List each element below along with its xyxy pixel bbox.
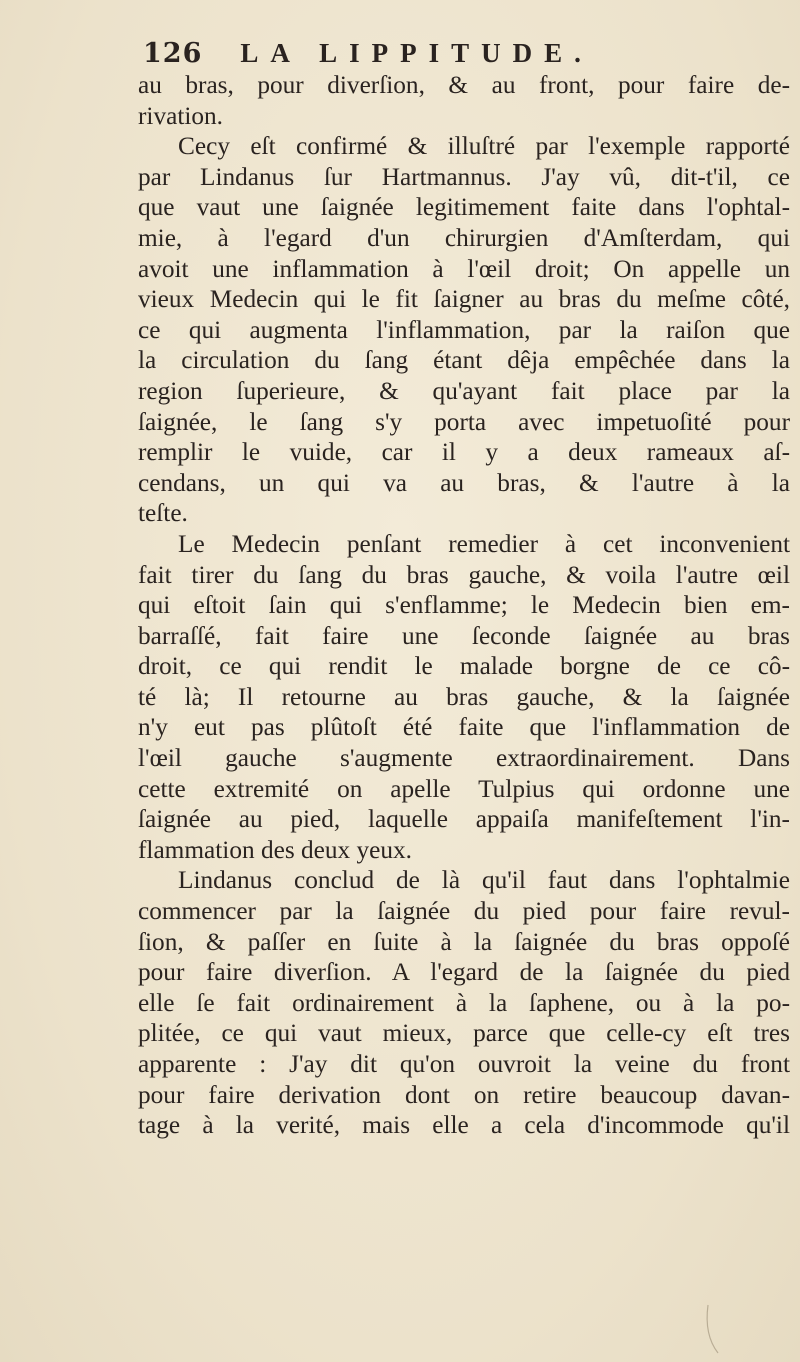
text-line: fait tirer du ſang du bras gauche, & voila l'autre œil	[138, 560, 790, 589]
text-line: tage à la verité, mais elle a cela d'incommode qu'il	[138, 1111, 790, 1140]
page-edge-mark	[700, 1295, 740, 1355]
text-line: que vaut une ſaignée legitimement faite dans l'ophtal-	[138, 193, 790, 222]
text-line: teſte.	[138, 499, 188, 528]
text-line: Lindanus conclud de là qu'il faut dans l'ophtalmie	[178, 866, 790, 895]
text-line: commencer par la ſaignée du pied pour faire revul-	[138, 897, 790, 926]
page-number: 126	[143, 38, 203, 69]
text-line: n'y eut pas plûtoſt été faite que l'inflammation de	[138, 713, 790, 742]
text-line: ſion, & paſſer en ſuite à la ſaignée du bras oppoſé	[138, 927, 790, 956]
text-line: barraſſé, fait faire une ſeconde ſaignée au bras	[138, 621, 790, 650]
text-line: elle ſe fait ordinairement à la ſaphene, ou à la po-	[138, 988, 790, 1017]
text-line: pour faire derivation dont on retire beaucoup davan-	[138, 1080, 790, 1109]
text-line: cette extremité on apelle Tulpius qui ordonne une	[138, 774, 790, 803]
text-line: plitée, ce qui vaut mieux, parce que celle-cy eſt tres	[138, 1019, 790, 1048]
text-line: té là; Il retourne au bras gauche, & la ſaignée	[138, 682, 790, 711]
text-line: Le Medecin penſant remedier à cet inconvenient	[178, 529, 790, 558]
text-line: ſaignée, le ſang s'y porta avec impetuoſité pour	[138, 407, 790, 436]
text-line: flammation des deux yeux.	[138, 835, 412, 864]
text-line: Cecy eſt confirmé & illuſtré par l'exemple rapporté	[178, 132, 790, 161]
text-line: mie, à l'egard d'un chirurgien d'Amſterdam, qui	[138, 223, 790, 252]
text-line: la circulation du ſang étant dêja empêchée dans la	[138, 346, 790, 375]
page-header	[143, 38, 743, 74]
text-line: rivation.	[138, 101, 224, 130]
text-line: l'œil gauche s'augmente extraordinairement. Dans	[138, 744, 790, 773]
text-line: avoit une inflammation à l'œil droit; On appelle un	[138, 254, 790, 283]
running-head: LA LIPPITUDE.	[240, 38, 593, 68]
text-line: pour faire diverſion. A l'egard de la ſaignée du pied	[138, 958, 790, 987]
body-text	[138, 70, 790, 1141]
text-line: qui eſtoit ſain qui s'enflamme; le Medecin bien em-	[138, 591, 790, 620]
text-line: par Lindanus ſur Hartmannus. J'ay vû, dit-t'il, ce	[138, 162, 790, 191]
text-line: apparente : J'ay dit qu'on ouvroit la veine du front	[138, 1050, 790, 1078]
text-line: cendans, un qui va au bras, & l'autre à la	[138, 468, 790, 497]
text-line: ce qui augmenta l'inflammation, par la raiſon que	[138, 315, 790, 344]
text-line: ſaignée au pied, laquelle appaiſa manifeſtement l'in-	[138, 805, 790, 834]
text-line: region ſuperieure, & qu'ayant fait place par la	[138, 376, 790, 405]
text-line: remplir le vuide, car il y a deux rameaux aſ-	[138, 438, 790, 467]
text-line: au bras, pour diverſion, & au front, pour faire de-	[138, 71, 790, 99]
text-line: droit, ce qui rendit le malade borgne de ce cô-	[138, 652, 790, 681]
text-line: vieux Medecin qui le fit ſaigner au bras du meſme côté,	[138, 285, 790, 314]
